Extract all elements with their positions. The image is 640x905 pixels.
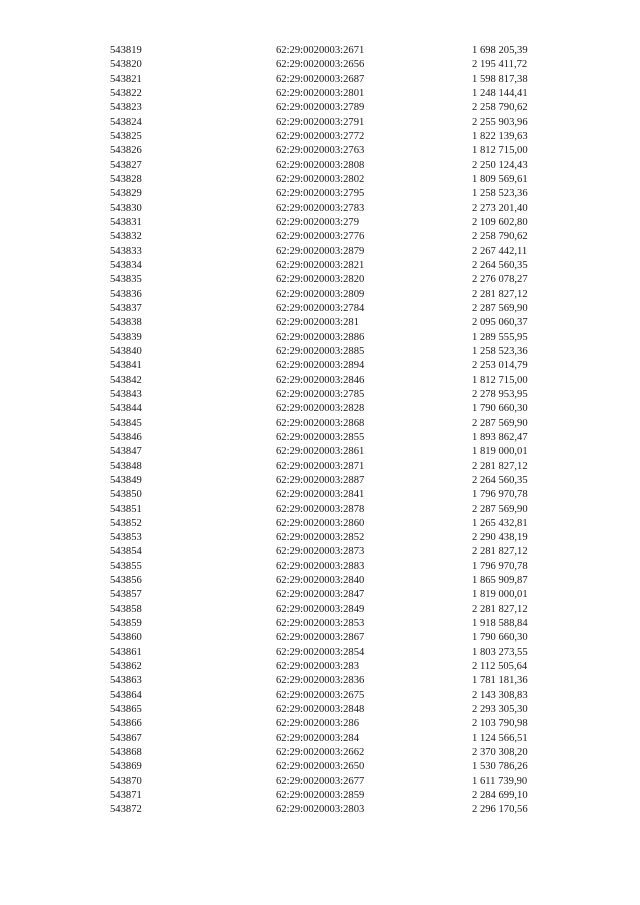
row-number: 543827 bbox=[110, 159, 142, 171]
row-number: 543856 bbox=[110, 575, 142, 587]
cadastral-number: 62:29:0020003:2887 bbox=[276, 474, 365, 486]
cadastral-number: 62:29:0020003:2809 bbox=[276, 288, 365, 300]
cadastral-value: 2 103 790,98 bbox=[472, 718, 528, 730]
row-number: 543842 bbox=[110, 374, 142, 386]
cadastral-number: 62:29:0020003:2789 bbox=[276, 102, 365, 114]
cadastral-number: 62:29:0020003:2847 bbox=[276, 589, 365, 601]
row-number: 543846 bbox=[110, 431, 142, 443]
table-row bbox=[110, 703, 540, 717]
row-number: 543869 bbox=[110, 761, 142, 773]
row-number: 543861 bbox=[110, 646, 142, 658]
row-number: 543872 bbox=[110, 804, 142, 816]
cadastral-value: 1 812 715,00 bbox=[472, 145, 528, 157]
cadastral-number: 62:29:0020003:2785 bbox=[276, 388, 365, 400]
row-number: 543851 bbox=[110, 503, 142, 515]
row-number: 543857 bbox=[110, 589, 142, 601]
row-number: 543854 bbox=[110, 546, 142, 558]
row-number: 543819 bbox=[110, 45, 142, 56]
table-row bbox=[110, 202, 540, 216]
cadastral-value: 1 698 205,39 bbox=[472, 45, 528, 56]
row-number: 543859 bbox=[110, 618, 142, 630]
cadastral-number: 62:29:0020003:2662 bbox=[276, 747, 365, 759]
cadastral-value: 2 296 170,56 bbox=[472, 804, 528, 816]
table-row bbox=[110, 789, 540, 803]
cadastral-number: 62:29:0020003:2795 bbox=[276, 188, 365, 200]
cadastral-value: 2 109 602,80 bbox=[472, 216, 528, 228]
cadastral-value: 2 290 438,19 bbox=[472, 532, 528, 544]
table-row bbox=[110, 803, 540, 817]
cadastral-number: 62:29:0020003:2873 bbox=[276, 546, 365, 558]
table-row bbox=[110, 560, 540, 574]
row-number: 543835 bbox=[110, 274, 142, 286]
table-row bbox=[110, 187, 540, 201]
row-number: 543838 bbox=[110, 317, 142, 329]
cadastral-value: 1 796 970,78 bbox=[472, 560, 528, 572]
cadastral-value: 1 248 144,41 bbox=[472, 87, 528, 99]
table-row bbox=[110, 603, 540, 617]
cadastral-number: 62:29:0020003:2886 bbox=[276, 331, 365, 343]
row-number: 543830 bbox=[110, 202, 142, 214]
row-number: 543839 bbox=[110, 331, 142, 343]
cadastral-value: 2 287 569,90 bbox=[472, 503, 528, 515]
table-row bbox=[110, 87, 540, 101]
table-row bbox=[110, 545, 540, 559]
table-row bbox=[110, 245, 540, 259]
table-row bbox=[110, 531, 540, 545]
cadastral-value: 2 143 308,83 bbox=[472, 689, 528, 701]
row-number: 543864 bbox=[110, 689, 142, 701]
row-number: 543845 bbox=[110, 417, 142, 429]
cadastral-number: 62:29:0020003:2783 bbox=[276, 202, 365, 214]
cadastral-number: 62:29:0020003:2868 bbox=[276, 417, 365, 429]
cadastral-number: 62:29:0020003:2803 bbox=[276, 804, 365, 816]
table-row bbox=[110, 574, 540, 588]
cadastral-value: 2 264 560,35 bbox=[472, 474, 528, 486]
cadastral-table bbox=[110, 44, 540, 818]
table-row bbox=[110, 130, 540, 144]
table-row bbox=[110, 388, 540, 402]
table-row bbox=[110, 732, 540, 746]
table-row bbox=[110, 331, 540, 345]
cadastral-number: 62:29:0020003:2836 bbox=[276, 675, 365, 687]
table-row bbox=[110, 116, 540, 130]
table-row bbox=[110, 302, 540, 316]
table-row bbox=[110, 173, 540, 187]
table-row bbox=[110, 417, 540, 431]
table-row bbox=[110, 273, 540, 287]
cadastral-number: 62:29:0020003:2791 bbox=[276, 116, 365, 128]
table-row bbox=[110, 674, 540, 688]
table-row bbox=[110, 73, 540, 87]
table-row bbox=[110, 144, 540, 158]
cadastral-number: 62:29:0020003:2763 bbox=[276, 145, 365, 157]
cadastral-number: 62:29:0020003:2852 bbox=[276, 532, 365, 544]
row-number: 543862 bbox=[110, 661, 142, 673]
cadastral-value: 2 095 060,37 bbox=[472, 317, 528, 329]
table-row bbox=[110, 588, 540, 602]
cadastral-number: 62:29:0020003:2677 bbox=[276, 775, 365, 787]
cadastral-value: 1 790 660,30 bbox=[472, 632, 528, 644]
cadastral-value: 2 281 827,12 bbox=[472, 288, 528, 300]
cadastral-value: 2 264 560,35 bbox=[472, 259, 528, 271]
table-row bbox=[110, 288, 540, 302]
cadastral-number: 62:29:0020003:2772 bbox=[276, 130, 365, 142]
table-row bbox=[110, 760, 540, 774]
table-row bbox=[110, 230, 540, 244]
cadastral-number: 62:29:0020003:2828 bbox=[276, 403, 365, 415]
row-number: 543837 bbox=[110, 302, 142, 314]
row-number: 543833 bbox=[110, 245, 142, 257]
cadastral-value: 1 781 181,36 bbox=[472, 675, 528, 687]
cadastral-number: 62:29:0020003:2861 bbox=[276, 446, 365, 458]
cadastral-number: 62:29:0020003:2821 bbox=[276, 259, 365, 271]
row-number: 543871 bbox=[110, 790, 142, 802]
table-row bbox=[110, 631, 540, 645]
cadastral-value: 1 918 588,84 bbox=[472, 618, 528, 630]
cadastral-number: 62:29:0020003:2885 bbox=[276, 345, 365, 357]
cadastral-value: 1 809 569,61 bbox=[472, 173, 528, 185]
row-number: 543860 bbox=[110, 632, 142, 644]
table-row bbox=[110, 345, 540, 359]
table-row bbox=[110, 431, 540, 445]
row-number: 543823 bbox=[110, 102, 142, 114]
cadastral-number: 62:29:0020003:2840 bbox=[276, 575, 365, 587]
cadastral-value: 2 276 078,27 bbox=[472, 274, 528, 286]
cadastral-number: 62:29:0020003:2853 bbox=[276, 618, 365, 630]
cadastral-value: 1 819 000,01 bbox=[472, 446, 528, 458]
table-row bbox=[110, 689, 540, 703]
table-row bbox=[110, 746, 540, 760]
row-number: 543867 bbox=[110, 732, 142, 744]
cadastral-value: 2 293 305,30 bbox=[472, 704, 528, 716]
cadastral-value: 1 812 715,00 bbox=[472, 374, 528, 386]
row-number: 543829 bbox=[110, 188, 142, 200]
cadastral-value: 1 819 000,01 bbox=[472, 589, 528, 601]
cadastral-number: 62:29:0020003:2820 bbox=[276, 274, 365, 286]
cadastral-value: 1 289 555,95 bbox=[472, 331, 528, 343]
cadastral-value: 1 530 786,26 bbox=[472, 761, 528, 773]
cadastral-number: 62:29:0020003:284 bbox=[276, 732, 359, 744]
row-number: 543848 bbox=[110, 460, 142, 472]
table-row bbox=[110, 646, 540, 660]
row-number: 543870 bbox=[110, 775, 142, 787]
cadastral-value: 2 278 953,95 bbox=[472, 388, 528, 400]
row-number: 543866 bbox=[110, 718, 142, 730]
cadastral-value: 2 370 308,20 bbox=[472, 747, 528, 759]
cadastral-value: 1 790 660,30 bbox=[472, 403, 528, 415]
cadastral-value: 1 258 523,36 bbox=[472, 345, 528, 357]
cadastral-number: 62:29:0020003:279 bbox=[276, 216, 359, 228]
table-row bbox=[110, 44, 540, 58]
cadastral-value: 1 265 432,81 bbox=[472, 517, 528, 529]
row-number: 543855 bbox=[110, 560, 142, 572]
row-number: 543868 bbox=[110, 747, 142, 759]
table-row bbox=[110, 517, 540, 531]
cadastral-value: 2 255 903,96 bbox=[472, 116, 528, 128]
table-row bbox=[110, 58, 540, 72]
row-number: 543834 bbox=[110, 259, 142, 271]
cadastral-number: 62:29:0020003:286 bbox=[276, 718, 359, 730]
cadastral-number: 62:29:0020003:2841 bbox=[276, 489, 365, 501]
cadastral-number: 62:29:0020003:2871 bbox=[276, 460, 365, 472]
cadastral-value: 2 281 827,12 bbox=[472, 460, 528, 472]
table-row bbox=[110, 402, 540, 416]
cadastral-number: 62:29:0020003:2854 bbox=[276, 646, 365, 658]
cadastral-number: 62:29:0020003:2687 bbox=[276, 73, 365, 85]
row-number: 543853 bbox=[110, 532, 142, 544]
table-row bbox=[110, 359, 540, 373]
table-row bbox=[110, 617, 540, 631]
row-number: 543828 bbox=[110, 173, 142, 185]
row-number: 543841 bbox=[110, 360, 142, 372]
cadastral-number: 62:29:0020003:2675 bbox=[276, 689, 365, 701]
row-number: 543843 bbox=[110, 388, 142, 400]
cadastral-value: 1 865 909,87 bbox=[472, 575, 528, 587]
cadastral-number: 62:29:0020003:2860 bbox=[276, 517, 365, 529]
cadastral-number: 62:29:0020003:283 bbox=[276, 661, 359, 673]
cadastral-value: 2 287 569,90 bbox=[472, 417, 528, 429]
cadastral-value: 1 893 862,47 bbox=[472, 431, 528, 443]
cadastral-value: 1 803 273,55 bbox=[472, 646, 528, 658]
cadastral-number: 62:29:0020003:2801 bbox=[276, 87, 365, 99]
cadastral-value: 2 284 699,10 bbox=[472, 790, 528, 802]
cadastral-value: 2 258 790,62 bbox=[472, 231, 528, 243]
cadastral-value: 2 273 201,40 bbox=[472, 202, 528, 214]
cadastral-number: 62:29:0020003:2878 bbox=[276, 503, 365, 515]
cadastral-value: 1 124 566,51 bbox=[472, 732, 528, 744]
row-number: 543836 bbox=[110, 288, 142, 300]
cadastral-number: 62:29:0020003:2849 bbox=[276, 603, 365, 615]
cadastral-number: 62:29:0020003:2784 bbox=[276, 302, 365, 314]
cadastral-number: 62:29:0020003:2656 bbox=[276, 59, 365, 71]
table-row bbox=[110, 775, 540, 789]
cadastral-value: 1 822 139,63 bbox=[472, 130, 528, 142]
table-row bbox=[110, 503, 540, 517]
cadastral-number: 62:29:0020003:2855 bbox=[276, 431, 365, 443]
table-row bbox=[110, 474, 540, 488]
cadastral-value: 2 250 124,43 bbox=[472, 159, 528, 171]
table-row bbox=[110, 445, 540, 459]
table-row bbox=[110, 159, 540, 173]
row-number: 543820 bbox=[110, 59, 142, 71]
cadastral-value: 2 258 790,62 bbox=[472, 102, 528, 114]
row-number: 543822 bbox=[110, 87, 142, 99]
row-number: 543850 bbox=[110, 489, 142, 501]
table-row bbox=[110, 717, 540, 731]
cadastral-value: 1 598 817,38 bbox=[472, 73, 528, 85]
cadastral-number: 62:29:0020003:2883 bbox=[276, 560, 365, 572]
row-number: 543847 bbox=[110, 446, 142, 458]
cadastral-number: 62:29:0020003:2867 bbox=[276, 632, 365, 644]
row-number: 543832 bbox=[110, 231, 142, 243]
row-number: 543821 bbox=[110, 73, 142, 85]
cadastral-number: 62:29:0020003:2846 bbox=[276, 374, 365, 386]
table-row bbox=[110, 374, 540, 388]
row-number: 543844 bbox=[110, 403, 142, 415]
cadastral-number: 62:29:0020003:281 bbox=[276, 317, 359, 329]
cadastral-number: 62:29:0020003:2848 bbox=[276, 704, 365, 716]
cadastral-number: 62:29:0020003:2776 bbox=[276, 231, 365, 243]
table-row bbox=[110, 101, 540, 115]
row-number: 543824 bbox=[110, 116, 142, 128]
cadastral-value: 2 195 411,72 bbox=[472, 59, 528, 71]
cadastral-value: 2 287 569,90 bbox=[472, 302, 528, 314]
row-number: 543858 bbox=[110, 603, 142, 615]
cadastral-value: 2 281 827,12 bbox=[472, 603, 528, 615]
table-row bbox=[110, 460, 540, 474]
table-row bbox=[110, 259, 540, 273]
row-number: 543863 bbox=[110, 675, 142, 687]
cadastral-number: 62:29:0020003:2859 bbox=[276, 790, 365, 802]
cadastral-number: 62:29:0020003:2650 bbox=[276, 761, 365, 773]
cadastral-value: 1 611 739,90 bbox=[472, 775, 528, 787]
cadastral-number: 62:29:0020003:2894 bbox=[276, 360, 365, 372]
cadastral-value: 2 253 014,79 bbox=[472, 360, 528, 372]
row-number: 543825 bbox=[110, 130, 142, 142]
row-number: 543865 bbox=[110, 704, 142, 716]
cadastral-number: 62:29:0020003:2671 bbox=[276, 45, 365, 56]
row-number: 543831 bbox=[110, 216, 142, 228]
cadastral-value: 2 281 827,12 bbox=[472, 546, 528, 558]
cadastral-value: 1 258 523,36 bbox=[472, 188, 528, 200]
cadastral-number: 62:29:0020003:2802 bbox=[276, 173, 365, 185]
table-row bbox=[110, 488, 540, 502]
table-row bbox=[110, 316, 540, 330]
table-row bbox=[110, 216, 540, 230]
cadastral-number: 62:29:0020003:2879 bbox=[276, 245, 365, 257]
cadastral-value: 1 796 970,78 bbox=[472, 489, 528, 501]
cadastral-number: 62:29:0020003:2808 bbox=[276, 159, 365, 171]
table-row bbox=[110, 660, 540, 674]
row-number: 543849 bbox=[110, 474, 142, 486]
cadastral-value: 2 267 442,11 bbox=[472, 245, 528, 257]
row-number: 543840 bbox=[110, 345, 142, 357]
row-number: 543826 bbox=[110, 145, 142, 157]
row-number: 543852 bbox=[110, 517, 142, 529]
cadastral-value: 2 112 505,64 bbox=[472, 661, 528, 673]
